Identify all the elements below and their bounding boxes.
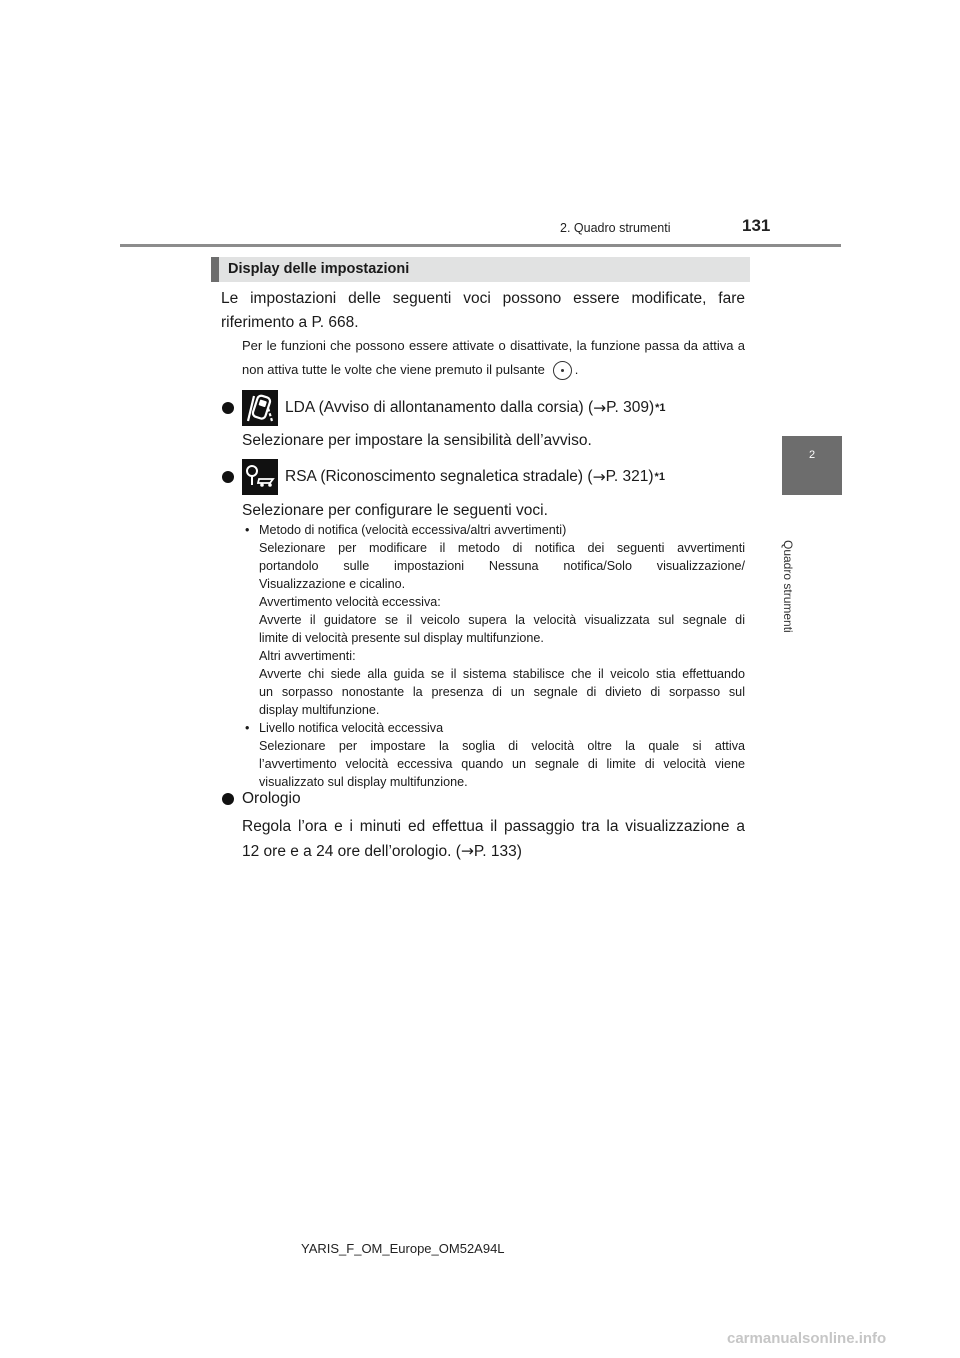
clock-line: Regola l’ora e i minuti ed effettua il passaggio tra la visualizzazione a bbox=[242, 818, 745, 835]
sub-line: Selezionare per modificare il metodo di notifica dei seguenti avvertimenti bbox=[259, 541, 745, 555]
sub-line: • Livello notifica velocità eccessiva bbox=[259, 721, 444, 735]
rsa-sub-list bbox=[242, 521, 745, 791]
note-text-end: . bbox=[574, 362, 579, 377]
rsa-description: Selezionare per configurare le seguenti voci. bbox=[242, 502, 548, 519]
clock-line bbox=[242, 839, 745, 864]
lda-label: LDA (Avviso di allontanamento dalla corsia) ( bbox=[285, 399, 594, 416]
sub-line: Avverte il guidatore se il veicolo supera la velocità visualizzata sul segnale di bbox=[259, 613, 745, 627]
bullet-icon bbox=[222, 793, 234, 805]
sub-line: • Metodo di notifica (velocità eccessiva/altri avvertimenti) bbox=[259, 523, 567, 537]
chapter-side-label bbox=[775, 540, 815, 660]
lda-footnote: *1 bbox=[655, 402, 666, 414]
section-heading bbox=[211, 257, 750, 282]
sub-line: limite di velocità presente sul display multifunzione. bbox=[259, 631, 544, 645]
chapter-title: 2. Quadro strumenti bbox=[560, 221, 671, 235]
chapter-side-label-text: Quadro strumenti bbox=[781, 540, 795, 633]
bullet-icon bbox=[222, 471, 234, 483]
lda-description: Selezionare per impostare la sensibilità dell’avviso. bbox=[242, 432, 592, 449]
arrow-icon: → bbox=[593, 399, 607, 417]
list-item-overspeed-level bbox=[242, 719, 745, 791]
sub-line: Altri avvertimenti: bbox=[259, 649, 356, 663]
clock-ref: P. 133) bbox=[473, 843, 522, 860]
arrow-icon: → bbox=[592, 468, 606, 486]
header-divider bbox=[120, 244, 841, 247]
intro-paragraph: Le impostazioni delle seguenti voci possono essere modificate, fare riferimento a P. 668. bbox=[221, 290, 745, 331]
clock-label: Orologio bbox=[242, 790, 301, 807]
rsa-label: RSA (Riconoscimento segnaletica stradale) ( bbox=[285, 468, 593, 485]
sub-line: un sorpasso nonostante la presenza di un segnale di divieto di sorpasso sul bbox=[259, 685, 745, 699]
sub-line: portandolo sulle impostazioni Nessuna notifica/Solo visualizzazione/ bbox=[259, 559, 745, 573]
rsa-footnote: *1 bbox=[654, 471, 665, 483]
sub-line: Selezionare per impostare la soglia di velocità oltre la quale si attiva bbox=[259, 739, 745, 753]
document-code: YARIS_F_OM_Europe_OM52A94L bbox=[301, 1241, 505, 1256]
sub-line: visualizzato sul display multifunzione. bbox=[259, 775, 468, 789]
bullet-icon bbox=[222, 402, 234, 414]
page-number: 131 bbox=[742, 216, 771, 235]
ok-button-icon bbox=[553, 361, 572, 380]
list-item-lda bbox=[222, 390, 666, 426]
list-item-notification-method bbox=[242, 521, 745, 719]
rsa-ref: P. 321) bbox=[605, 468, 654, 485]
lda-ref: P. 309) bbox=[606, 399, 655, 416]
clock-text: 12 ore e a 24 ore dell’orologio. ( bbox=[242, 843, 461, 860]
note-paragraph bbox=[242, 334, 745, 382]
sub-line: Avvertimento velocità eccessiva: bbox=[259, 595, 441, 609]
sub-line: Avverte chi siede alla guida se il sistema stabilisce che il veicolo stia effettuando bbox=[259, 667, 745, 681]
clock-description bbox=[242, 815, 745, 864]
watermark: carmanualsonline.info bbox=[727, 1330, 887, 1347]
lane-departure-icon bbox=[242, 390, 278, 426]
sub-line: display multifunzione. bbox=[259, 703, 380, 717]
list-item-clock bbox=[222, 790, 301, 808]
section-title: Display delle impostazioni bbox=[228, 261, 410, 277]
note-text: Per le funzioni che possono essere attivate o disattivate, la funzione passa da attiva a non attiva tutte le volte che viene premuto il pulsante bbox=[242, 338, 745, 377]
chapter-tab-number: 2 bbox=[808, 449, 816, 461]
road-sign-assist-icon bbox=[242, 459, 278, 495]
list-item-rsa bbox=[222, 459, 665, 495]
sub-line: l’avvertimento velocità eccessiva quando un segnale di limite di velocità viene bbox=[259, 757, 745, 771]
sub-line: Visualizzazione e cicalino. bbox=[259, 577, 406, 591]
arrow-icon: → bbox=[460, 842, 474, 860]
chapter-tab bbox=[782, 436, 842, 495]
